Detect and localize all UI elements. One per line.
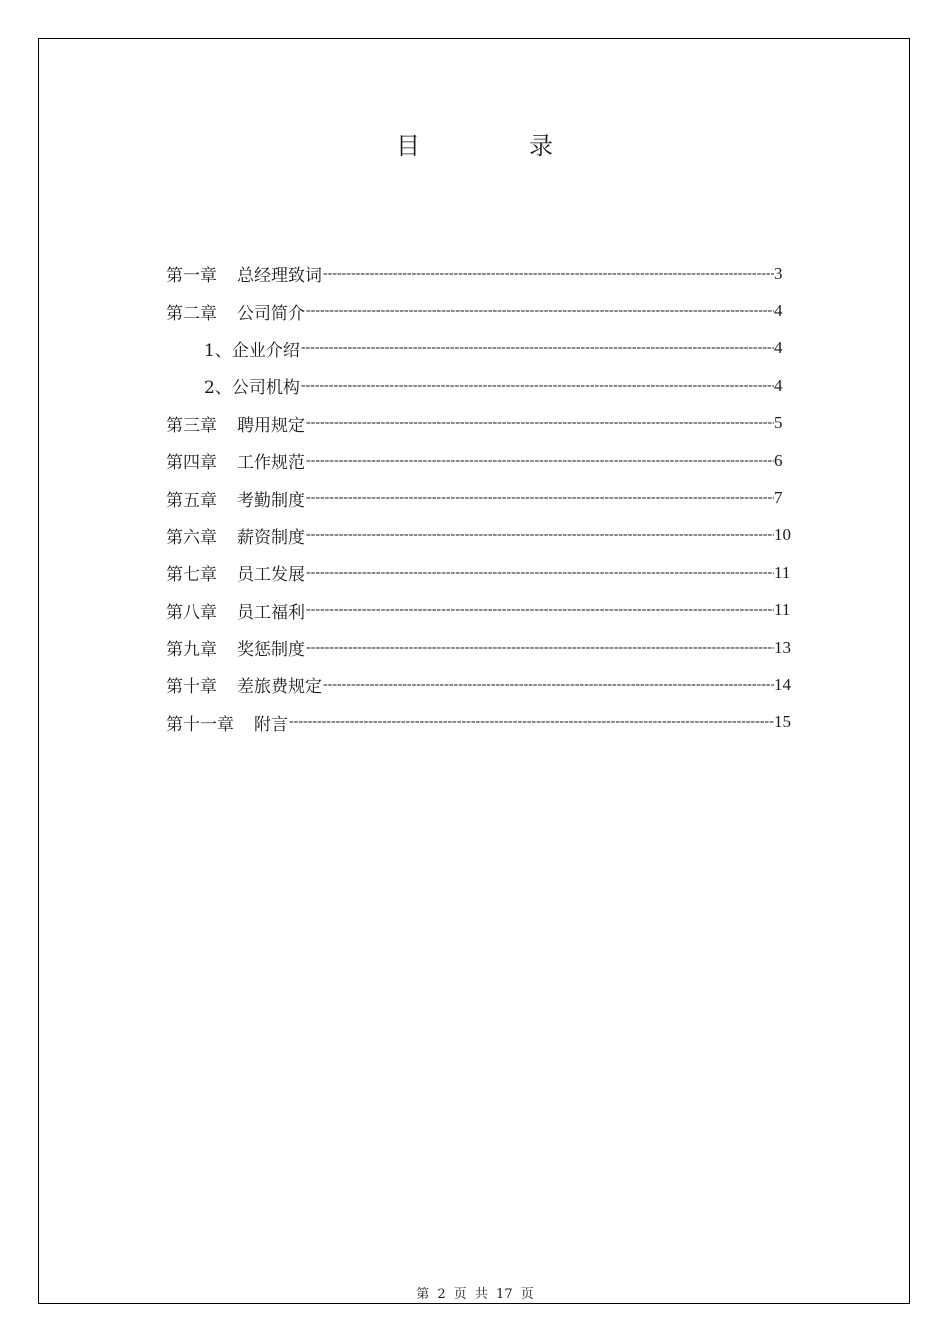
toc-dot-leader [306,304,774,318]
toc-chapter-number: 第二章 [166,303,217,324]
toc-entry-label [166,672,322,697]
toc-chapter-number: 第五章 [166,490,217,511]
toc-entry[interactable] [166,517,796,554]
toc-page-number: 4 [774,301,783,321]
toc-dot-leader [301,341,774,355]
toc-entry-title: 薪资制度 [237,527,305,548]
toc-page-number: 4 [774,375,783,395]
toc-entry-label [166,261,322,286]
toc-heading-char-1: 目 [396,132,421,160]
toc-entry-label [166,336,300,361]
toc-page-number: 6 [774,450,783,470]
toc-entry-title: 公司简介 [237,303,305,324]
toc-page-number: 14 [774,674,791,694]
toc-entry[interactable] [166,255,796,292]
toc-dot-leader [323,678,774,692]
toc-entry[interactable] [166,479,796,516]
toc-dot-leader [306,641,774,655]
toc-entry-label [166,299,305,324]
toc-page-number: 11 [774,600,791,620]
page-footer: 第 2 页 共 17 页 [416,1287,534,1302]
toc-chapter-number: 第八章 [166,602,217,623]
toc-chapter-number: 第十章 [166,677,217,698]
toc-entry-label [166,635,305,660]
toc-list [166,255,796,741]
toc-chapter-number: 第七章 [166,565,217,586]
toc-entry-label [166,373,300,398]
toc-entry-title: 员工发展 [237,565,305,586]
toc-entry-title: 工作规范 [237,453,305,474]
toc-dot-leader [301,379,774,393]
toc-entry-title: 总经理致词 [237,266,322,287]
toc-entry-label [166,523,305,548]
toc-subentry[interactable] [166,367,796,404]
toc-entry-title: 1、企业介绍 [204,340,300,361]
toc-page-number: 15 [774,712,791,732]
toc-dot-leader [306,491,774,505]
toc-entry-label [166,411,305,436]
toc-page-number: 13 [774,637,791,657]
toc-chapter-number: 第九章 [166,640,217,661]
toc-dot-leader [306,454,774,468]
toc-chapter-number: 第十一章 [166,714,234,735]
toc-entry-title: 员工福利 [237,602,305,623]
toc-page-number: 11 [774,562,791,582]
toc-entry-label [166,560,305,585]
toc-dot-leader [306,566,774,580]
toc-entry[interactable] [166,442,796,479]
toc-entry[interactable] [166,592,796,629]
toc-entry-title: 附言 [254,714,288,735]
toc-dot-leader [306,603,774,617]
toc-dot-leader [289,715,774,729]
toc-entry[interactable] [166,629,796,666]
toc-chapter-number: 第四章 [166,453,217,474]
toc-entry-title: 2、公司机构 [204,378,300,399]
toc-chapter-number: 第三章 [166,415,217,436]
toc-page-number: 4 [774,338,783,358]
toc-entry-title: 差旅费规定 [237,677,322,698]
toc-heading [0,130,950,162]
toc-page-number: 7 [774,488,783,508]
toc-entry[interactable] [166,292,796,329]
toc-entry-title: 聘用规定 [237,415,305,436]
toc-subentry[interactable] [166,330,796,367]
toc-page-number: 5 [774,413,783,433]
toc-entry-title: 奖惩制度 [237,640,305,661]
toc-entry-label [166,710,288,735]
toc-page-number: 10 [774,525,791,545]
toc-entry[interactable] [166,666,796,703]
toc-entry[interactable] [166,405,796,442]
toc-entry-label [166,448,305,473]
toc-page-number: 3 [774,263,783,283]
toc-dot-leader [306,416,774,430]
toc-entry[interactable] [166,554,796,591]
toc-entry-label [166,486,305,511]
toc-entry-title: 考勤制度 [237,490,305,511]
toc-heading-char-2: 录 [529,132,554,160]
toc-chapter-number: 第一章 [166,266,217,287]
toc-entry[interactable] [166,704,796,741]
toc-entry-label [166,598,305,623]
toc-dot-leader [306,528,774,542]
toc-chapter-number: 第六章 [166,527,217,548]
toc-dot-leader [323,267,774,281]
